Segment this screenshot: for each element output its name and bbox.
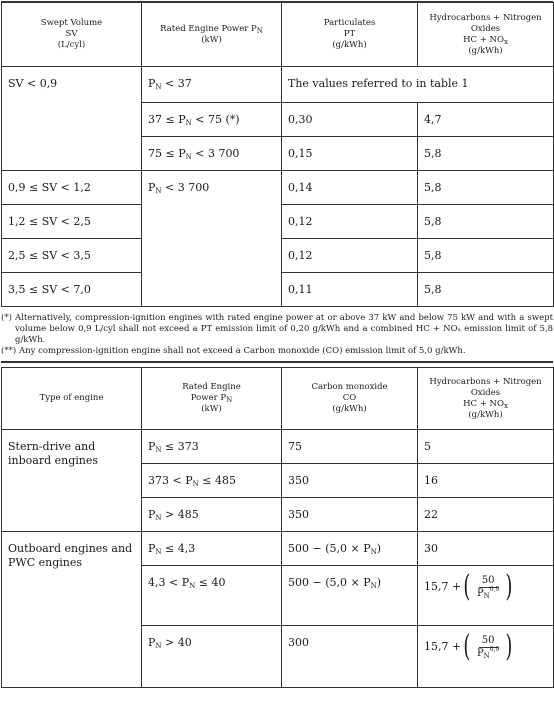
table-row (2, 67, 554, 103)
header-text: Rated Engine (182, 382, 241, 392)
co-cell: 300 (282, 626, 418, 688)
table-footnotes (1, 307, 553, 361)
fraction-numerator: 50 (479, 635, 498, 648)
header-swept-volume (2, 3, 142, 67)
header-text: PT (343, 29, 356, 39)
engine-type-cell: Stern-drive and inboard engines (2, 430, 142, 532)
footnote (1, 346, 553, 357)
header-text: Type of engine (39, 393, 104, 403)
fraction-numerator: 50 (479, 575, 498, 588)
footnote-text: Any compression-ignition engine shall not exceed a Carbon monoxide (CO) emission limit of 5,0 g/kWh. (19, 346, 466, 356)
co-cell: $500 - (5,0 \times P_N)$ (282, 532, 418, 566)
power-cell: $4,3 < P_N \le 40$ (142, 566, 282, 626)
pt-cell: 0,14 (282, 171, 418, 205)
fraction-denominator: $P_N^{0,9}$ (476, 585, 500, 600)
co-cell: 75 (282, 430, 418, 464)
table2-header-row (2, 368, 554, 430)
merged-values-cell: The values referred to in table 1 (282, 67, 554, 103)
co-cell: 350 (282, 498, 418, 532)
pt-cell: 0,30 (282, 103, 418, 137)
header-hc-nox (418, 368, 554, 430)
header-text: HC + $NO_x$ (463, 34, 508, 46)
hc-cell: 30 (418, 532, 554, 566)
hc-cell: 4,7 (418, 103, 554, 137)
fraction (474, 635, 502, 660)
sv-cell: 2,5 ≤ SV < 3,5 (2, 239, 142, 273)
header-text: Hydrocarbons + Nitrogen (429, 376, 542, 387)
hc-formula (424, 629, 515, 664)
hc-cell: 5,8 (418, 273, 554, 307)
power-cell: $P_N \le 373$ (142, 430, 282, 464)
co-cell: 350 (282, 464, 418, 498)
sv-cell: SV < 0,9 (2, 67, 142, 171)
fraction (474, 575, 502, 600)
open-paren-glyph: ( (463, 569, 471, 604)
power-cell: $373 < P_N \le 485$ (142, 464, 282, 498)
hc-cell: 16 (418, 464, 554, 498)
header-text: (kW) (201, 34, 222, 45)
table1-header-row (2, 3, 554, 67)
section-rule (1, 361, 553, 363)
power-cell: $P_N > 485$ (142, 498, 282, 532)
fraction-denominator: $P_N^{0,9}$ (476, 645, 500, 660)
formula-constant: 15,7 + (424, 640, 462, 653)
close-paren-glyph: ) (505, 569, 513, 604)
table-row (2, 532, 554, 566)
co-cell: $500 - (5,0 \times P_N)$ (282, 566, 418, 626)
header-text: Swept Volume (40, 18, 103, 28)
hc-formula-cell (418, 566, 554, 626)
table-row (2, 430, 554, 464)
header-engine-type (2, 368, 142, 430)
power-cell: $P_N \le 4,3$ (142, 532, 282, 566)
hc-formula-cell (418, 626, 554, 688)
header-text: Oxides (470, 23, 501, 34)
pt-cell: 0,11 (282, 273, 418, 307)
header-text: (L/cyl) (57, 40, 86, 50)
engine-type-cell: Outboard engines and PWC engines (2, 532, 142, 688)
header-text: Particulates (323, 18, 376, 28)
header-text: (g/kWh) (468, 409, 503, 420)
header-carbon-monoxide (282, 368, 418, 430)
header-rated-power (142, 3, 282, 67)
header-text: Carbon monoxide (311, 382, 388, 392)
pt-cell: 0,15 (282, 137, 418, 171)
pt-cell: 0,12 (282, 239, 418, 273)
header-text: (g/kWh) (332, 40, 367, 50)
footnote (1, 313, 553, 346)
header-text: HC + $NO_x$ (463, 398, 508, 410)
hc-cell: 5,8 (418, 239, 554, 273)
sv-cell: 0,9 ≤ SV < 1,2 (2, 171, 142, 205)
pt-cell: 0,12 (282, 205, 418, 239)
power-cell: $P_N < 37$ (142, 67, 282, 103)
hc-cell: 5,8 (418, 205, 554, 239)
header-rated-power (142, 368, 282, 430)
footnote-text: Alternatively, compression-ignition engines with rated engine power at or above 37 kW and below 75 kW and with a swept volume below 0,9 L/cyl shall not exceed a PT emission limit of 0,20 g/kWh and a combined HC + NOₓ emission limit of 5,8 g/kWh. (15, 313, 553, 345)
emission-table-1 (1, 2, 554, 307)
header-text: SV (65, 29, 78, 39)
header-text: (kW) (201, 404, 222, 414)
sv-cell: 1,2 ≤ SV < 2,5 (2, 205, 142, 239)
power-cell: $37 \le P_N < 75$ (*) (142, 103, 282, 137)
header-text: (g/kWh) (468, 45, 503, 56)
emission-table-2 (1, 367, 554, 688)
power-cell: $75 \le P_N < 3$ 700 (142, 137, 282, 171)
footnote-marker: (**) (1, 346, 17, 356)
header-text: Oxides (470, 387, 501, 398)
hc-formula (424, 569, 515, 604)
hc-cell: 5,8 (418, 171, 554, 205)
header-text: (g/kWh) (332, 404, 367, 414)
close-paren-glyph: ) (505, 629, 513, 664)
header-particulates (282, 3, 418, 67)
header-text: CO (342, 393, 357, 403)
hc-cell: 22 (418, 498, 554, 532)
sv-cell: 3,5 ≤ SV < 7,0 (2, 273, 142, 307)
header-text: Power $P_N$ (190, 393, 233, 404)
header-text: Hydrocarbons + Nitrogen (429, 12, 542, 23)
header-text: Rated Engine Power $P_N$ (160, 23, 263, 35)
hc-cell: 5 (418, 430, 554, 464)
footnote-marker: (*) (1, 313, 12, 323)
power-cell: $P_N > 40$ (142, 626, 282, 688)
hc-cell: 5,8 (418, 137, 554, 171)
header-hc-nox (418, 3, 554, 67)
open-paren-glyph: ( (463, 629, 471, 664)
power-cell: $P_N < 3$ 700 (142, 171, 282, 307)
table-row (2, 171, 554, 205)
formula-constant: 15,7 + (424, 580, 462, 593)
